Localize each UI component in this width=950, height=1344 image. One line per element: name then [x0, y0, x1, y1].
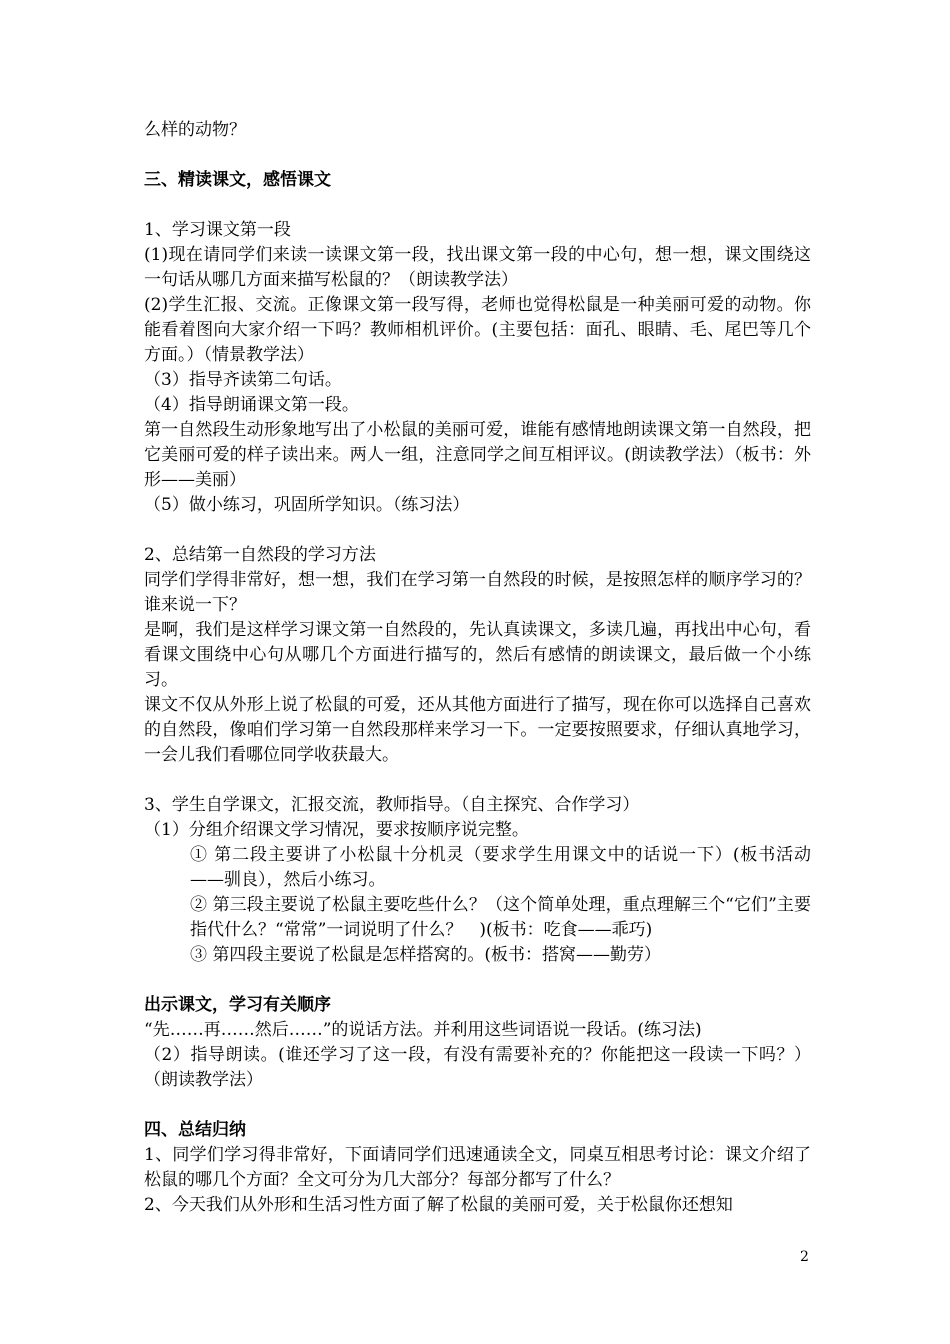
- paragraph: （5）做小练习，巩固所学知识。（练习法）: [144, 495, 470, 515]
- list-item-1: ① 第二段主要讲了小松鼠十分机灵（要求学生用课文中的话说一下）(板书活动——驯良），然后小练习。: [190, 845, 811, 890]
- paragraph: 2、今天我们从外形和生活习性方面了解了松鼠的美丽可爱，关于松鼠你还想知: [144, 1195, 733, 1215]
- paragraph: 同学们学得非常好，想一想，我们在学习第一自然段的时候，是按照怎样的顺序学习的？谁来说一下？: [144, 570, 811, 615]
- list-item-3: ③ 第四段主要说了松鼠是怎样搭窝的。(板书：搭窝——勤劳）: [190, 945, 662, 965]
- paragraph: (2)学生汇报、交流。正像课文第一段写得，老师也觉得松鼠是一种美丽可爱的动物。你能看着图向大家介绍一下吗？教师相机评价。(主要包括：面孔、眼睛、毛、尾巴等几个方面。）（情景教学法）: [144, 295, 811, 365]
- paragraph: （1）分组介绍课文学习情况，要求按顺序说完整。: [144, 820, 529, 840]
- subheading-2: 2、总结第一自然段的学习方法: [144, 545, 376, 565]
- section-heading-3: 三、精读课文，感悟课文: [144, 170, 331, 190]
- subheading-3: 3、学生自学课文，汇报交流，教师指导。（自主探究、合作学习）: [144, 795, 640, 815]
- page-number: 2: [800, 1249, 809, 1265]
- paragraph: “先……再……然后……”的说话方法。并利用这些词语说一段话。(练习法): [144, 1020, 702, 1040]
- paragraph: (1)现在请同学们来读一读课文第一段，找出课文第一段的中心句，想一想，课文围绕这一句话从哪几方面来描写松鼠的？（朗读教学法）: [144, 245, 811, 290]
- paragraph: 课文不仅从外形上说了松鼠的可爱，还从其他方面进行了描写，现在你可以选择自己喜欢的自然段，像咱们学习第一自然段那样来学习一下。一定要按照要求，仔细认真地学习，一会儿我们看哪位同学收获最大。: [144, 695, 811, 765]
- paragraph: 第一自然段生动形象地写出了小松鼠的美丽可爱，谁能有感情地朗读课文第一自然段，把它美丽可爱的样子读出来。两人一组，注意同学之间互相评议。(朗读教学法）（板书：外形——美丽）: [144, 420, 811, 490]
- subheading-1: 1、学习课文第一段: [144, 220, 291, 240]
- document-body: [144, 118, 811, 1218]
- paragraph: （2）指导朗读。(谁还学习了这一段，有没有需要补充的？你能把这一段读一下吗？）（朗读教学法）: [144, 1045, 811, 1090]
- paragraph: 1、同学们学习得非常好，下面请同学们迅速通读全文，同桌互相思考讨论：课文介绍了松鼠的哪几个方面？全文可分为几大部分？每部分都写了什么？: [144, 1145, 811, 1190]
- section-heading-4: 四、总结归纳: [144, 1120, 246, 1140]
- paragraph-continuation: 么样的动物？: [144, 120, 246, 140]
- bold-heading: 出示课文，学习有关顺序: [144, 995, 331, 1015]
- list-item-2: ② 第三段主要说了松鼠主要吃些什么？（这个简单处理，重点理解三个“它们”主要指代什么？“常常”一词说明了什么？ )(板书：吃食——乖巧): [190, 895, 811, 940]
- paragraph: 是啊，我们是这样学习课文第一自然段的，先认真读课文，多读几遍，再找出中心句，看看课文围绕中心句从哪几个方面进行描写的，然后有感情的朗读课文，最后做一个小练习。: [144, 620, 811, 690]
- paragraph: （4）指导朗诵课文第一段。: [144, 395, 359, 415]
- paragraph: （3）指导齐读第二句话。: [144, 370, 342, 390]
